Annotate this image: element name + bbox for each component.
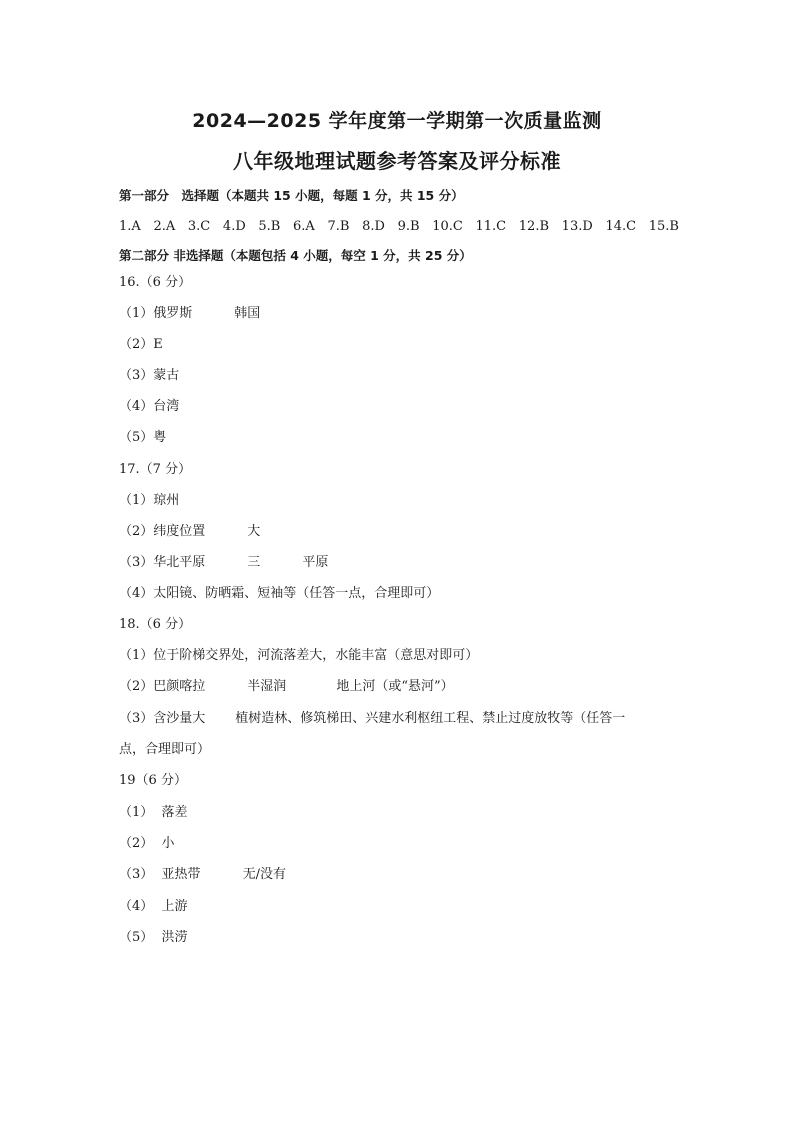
part2-heading: 第二部分 非选择题（本题包括 4 小题，每空 1 分，共 25 分） — [119, 248, 472, 263]
answer-number: （1） — [119, 306, 154, 321]
document-title-line2: 八年级地理试题参考答案及评分标准 — [233, 149, 561, 173]
answer-value: 亚热带 — [161, 867, 201, 882]
q19-answer-2 — [119, 835, 175, 853]
mcq-answer: 9.B — [397, 219, 420, 234]
q18-answer-1: （1）位于阶梯交界处，河流落差大，水能丰富（意思对即可） — [119, 648, 479, 663]
answer-value: 华北平原 — [153, 555, 206, 570]
answer-value: 平原 — [302, 555, 329, 570]
mcq-answer: 2.A — [153, 219, 176, 234]
answer-number: （2） — [119, 836, 154, 851]
q19-label: 19（6 分） — [119, 773, 187, 788]
answer-number: （3） — [119, 555, 154, 570]
document-title-line1: 2024—2025 学年度第一学期第一次质量监测 — [192, 110, 602, 132]
answer-value: 小 — [161, 836, 175, 851]
part1-heading: 第一部分 选择题（本题共 15 小题，每题 1 分，共 15 分） — [119, 188, 464, 203]
mcq-answer: 8.D — [362, 219, 385, 234]
q16-answer-1 — [119, 305, 260, 323]
mcq-answer: 11.C — [475, 219, 507, 234]
mcq-answer: 13.D — [561, 219, 593, 234]
answer-value: 三 — [247, 555, 261, 570]
q19-answer-1 — [119, 804, 188, 822]
mcq-answer: 14.C — [605, 219, 637, 234]
mcq-answer: 3.C — [187, 219, 211, 234]
answer-number: （4） — [119, 899, 154, 914]
answer-number: （1） — [119, 805, 154, 820]
q16-answer-3: （3）蒙古 — [119, 368, 180, 383]
q16-answer-4: （4）台湾 — [119, 399, 180, 414]
answer-value: 洪涝 — [161, 930, 188, 945]
q17-answer-3 — [119, 554, 328, 572]
answer-number: （3） — [119, 867, 154, 882]
answer-value: 无/没有 — [242, 867, 286, 882]
answer-number: （2） — [119, 679, 154, 694]
q18-label: 18.（6 分） — [119, 617, 192, 632]
mcq-answer: 12.B — [518, 219, 550, 234]
q16-answer-5: （5）粤 — [119, 430, 167, 445]
mcq-answer: 5.B — [258, 219, 281, 234]
q18-answer-2 — [119, 678, 454, 696]
answer-value: 韩国 — [234, 306, 261, 321]
mcq-answer-row — [119, 218, 679, 236]
mcq-answer: 1.A — [119, 219, 141, 234]
q18-answer-3-continued: 点，合理即可） — [119, 742, 211, 757]
q16-label: 16.（6 分） — [119, 275, 192, 290]
answer-value: 俄罗斯 — [153, 306, 193, 321]
q17-answer-2 — [119, 523, 260, 541]
answer-value: 含沙量大 — [153, 711, 206, 726]
answer-number: （3） — [119, 711, 154, 726]
mcq-answer: 7.B — [327, 219, 350, 234]
answer-value: 纬度位置 — [153, 524, 206, 539]
q17-label: 17.（7 分） — [119, 462, 192, 477]
mcq-answer: 4.D — [222, 219, 246, 234]
mcq-answer: 10.C — [432, 219, 463, 234]
answer-value: 地上河（或“悬河”） — [336, 679, 454, 694]
q17-answer-1: （1）琼州 — [119, 493, 180, 508]
answer-value: 落差 — [161, 805, 188, 820]
mcq-answer: 15.B — [648, 219, 679, 234]
answer-number: （2） — [119, 524, 154, 539]
q19-answer-5 — [119, 929, 188, 947]
answer-value: 上游 — [161, 899, 188, 914]
mcq-answer: 6.A — [293, 219, 315, 234]
answer-value: 植树造林、修筑梯田、兴建水利枢纽工程、禁止过度放牧等（任答一 — [235, 711, 626, 726]
answer-number: （5） — [119, 930, 154, 945]
q18-answer-3 — [119, 710, 625, 728]
q16-answer-2: （2）E — [119, 337, 163, 352]
q19-answer-4 — [119, 898, 188, 916]
q17-answer-4: （4）太阳镜、防晒霜、短袖等（任答一点，合理即可） — [119, 586, 440, 601]
answer-value: 半湿润 — [247, 679, 287, 694]
answer-value: 大 — [247, 524, 261, 539]
answer-value: 巴颜喀拉 — [153, 679, 206, 694]
q19-answer-3 — [119, 866, 286, 884]
